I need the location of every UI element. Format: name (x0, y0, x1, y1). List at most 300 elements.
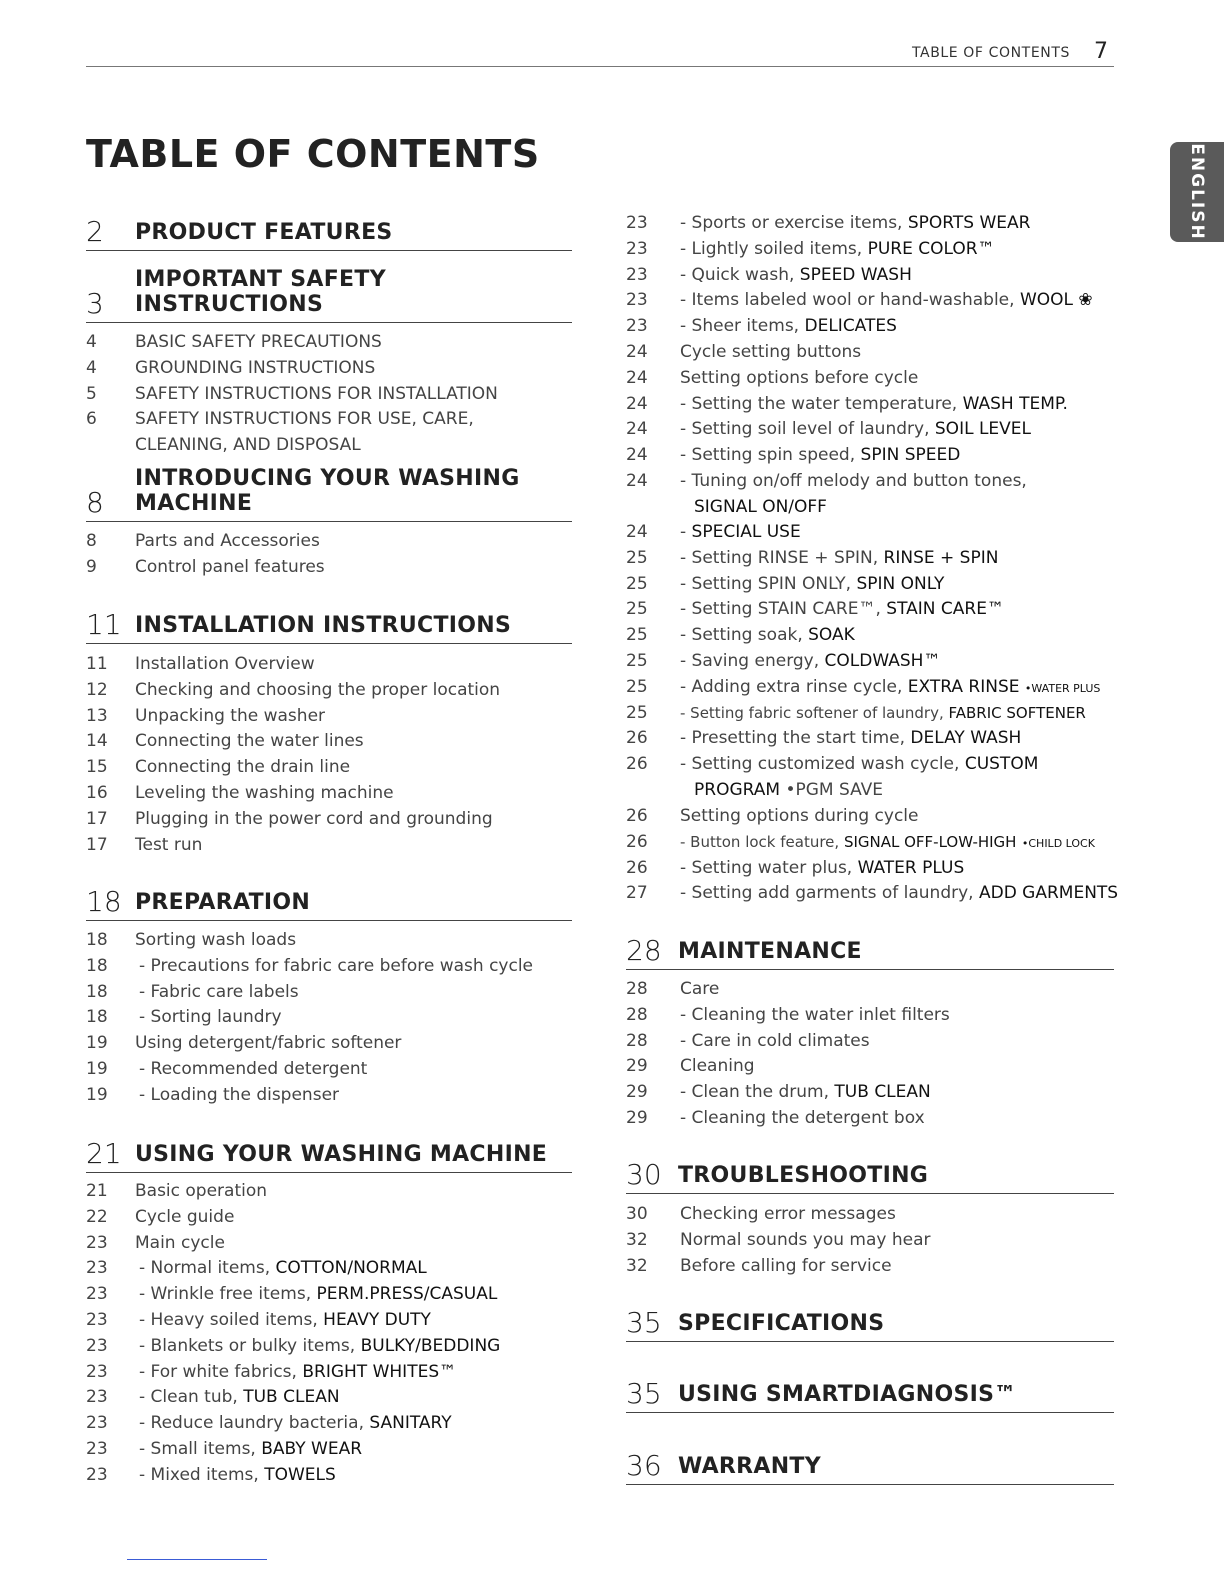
entry-page-number: 21 (86, 1181, 108, 1201)
entry-text (680, 262, 912, 288)
entry-page-number: 23 (626, 290, 648, 311)
toc-entry (626, 416, 1114, 442)
entry-text (139, 1436, 362, 1462)
entry-label: Plugging in the power cord and grounding (135, 808, 493, 829)
entry-label: - Cleaning the detergent box (680, 1108, 925, 1128)
entry-page-number: 11 (86, 654, 108, 674)
entry-label: - Loading the dispenser (139, 1084, 340, 1105)
toc-entry (626, 442, 1114, 468)
entry-keyword: STAIN CARE™ (886, 599, 1004, 620)
entry-label: BASIC SAFETY PRECAUTIONS (135, 332, 382, 352)
entry-text (680, 442, 960, 468)
entry-page-number: 26 (626, 857, 648, 878)
entry-label: - Sheer items, (680, 316, 805, 337)
entry-page-number: 25 (626, 625, 648, 646)
toc-entry (626, 803, 1114, 829)
toc-entry (86, 1056, 572, 1082)
toc-entry (626, 622, 1114, 648)
entry-text (680, 313, 897, 339)
entry-page-number: 23 (626, 264, 648, 285)
toc-section-heading (626, 1157, 1114, 1194)
toc-entry (626, 1002, 1114, 1028)
entry-label: Connecting the drain line (135, 757, 351, 778)
toc-section-heading (86, 214, 572, 251)
toc-entry (86, 1255, 572, 1281)
entry-keyword: SPEED WASH (799, 264, 912, 285)
entry-page-number: 13 (86, 705, 108, 726)
section-title: PREPARATION (135, 890, 311, 915)
entry-page-number: 25 (626, 573, 648, 594)
entry-page-number: 19 (86, 1059, 108, 1079)
toc-section-heading (86, 466, 572, 522)
entry-page-number: 4 (86, 332, 97, 352)
entry-page-number: 23 (86, 1387, 108, 1408)
entry-label: - (680, 522, 692, 542)
entry-text (680, 880, 1118, 906)
toc-entry (86, 703, 572, 729)
page-title: TABLE OF CONTENTS (86, 132, 540, 176)
entry-text (680, 1105, 925, 1131)
toc-entry (626, 210, 1114, 236)
entry-label: - Setting water plus, (680, 857, 858, 878)
section-page-number: 36 (626, 1449, 662, 1482)
entry-text (680, 519, 801, 545)
entry-page-number: 23 (626, 316, 648, 337)
entry-page-number: 14 (86, 731, 108, 752)
entry-page-number: 18 (86, 955, 108, 976)
toc-entry (86, 1030, 572, 1056)
entry-label: - Setting add garments of laundry, (680, 883, 979, 904)
entry-page-number: 32 (626, 1255, 648, 1276)
entry-label: - Precautions for fabric care before wash cycle (139, 955, 534, 976)
section-title: INSTALLATION INSTRUCTIONS (135, 613, 512, 638)
entry-label: Cycle guide (135, 1206, 235, 1227)
entry-label: - Reduce laundry bacteria, (139, 1413, 370, 1434)
entry-page-number: 23 (86, 1439, 108, 1459)
section-title: INTRODUCING YOUR WASHING MACHINE (135, 466, 520, 516)
toc-entry (626, 571, 1114, 597)
entry-page-number: 25 (626, 599, 648, 620)
entry-page-number: 18 (86, 981, 108, 1002)
section-title: USING SMARTDIAGNOSIS™ (678, 1382, 1017, 1407)
entry-text (139, 1333, 500, 1359)
entry-keyword: SANITARY (369, 1413, 452, 1434)
section-title: MAINTENANCE (678, 939, 862, 964)
entry-label: - Fabric care labels (139, 981, 299, 1002)
entry-page-number: 23 (86, 1413, 108, 1434)
entry-label: - Setting STAIN CARE™, (680, 599, 887, 620)
entry-keyword: WASH TEMP. (962, 393, 1068, 414)
entry-page-number: 27 (626, 883, 648, 904)
entry-page-number: 23 (86, 1335, 108, 1356)
entry-page-number: 17 (86, 808, 108, 829)
entry-text (139, 1462, 336, 1488)
toc-entry (86, 1082, 572, 1108)
toc-entry (86, 1410, 572, 1436)
entry-text (135, 754, 350, 780)
entry-text (680, 622, 855, 648)
section-title: WARRANTY (678, 1454, 821, 1479)
entry-page-number: 25 (626, 547, 648, 568)
entry-text (680, 725, 1021, 751)
entry-page-number: 24 (626, 471, 648, 491)
entry-page-number: 8 (86, 531, 97, 551)
entry-text (680, 674, 1100, 702)
toc-entry (86, 1307, 572, 1333)
toc-entry (86, 754, 572, 780)
entry-text (135, 329, 382, 355)
wool-icon: ❀ (1078, 290, 1093, 311)
entry-page-number: 26 (626, 728, 648, 749)
toc-entry (626, 829, 1114, 855)
toc-entry (86, 1230, 572, 1256)
entry-text (680, 236, 995, 262)
entry-text (139, 1307, 431, 1333)
entry-text (680, 829, 1095, 857)
entry-keyword: RINSE + SPIN (883, 547, 999, 568)
toc-entry (626, 365, 1114, 391)
toc-entry (626, 339, 1114, 365)
entry-text (680, 1201, 896, 1227)
entry-page-number: 25 (626, 651, 648, 671)
entry-keyword: SPORTS WEAR (907, 213, 1031, 233)
toc-entry (626, 1105, 1114, 1131)
toc-entry (86, 355, 572, 381)
toc-entry (86, 1384, 572, 1410)
entry-text (135, 677, 500, 703)
entry-label: - Setting RINSE + SPIN, (680, 547, 884, 568)
entry-page-number: 4 (86, 357, 97, 378)
entry-label: Before calling for service (680, 1255, 892, 1276)
entry-text (139, 953, 533, 979)
toc-entry (626, 391, 1114, 417)
entry-page-number: 30 (626, 1204, 648, 1224)
toc-entry-continuation (694, 777, 883, 803)
entry-label: SAFETY INSTRUCTIONS FOR USE, CARE, (135, 409, 474, 430)
entry-keyword: PURE COLOR™ (867, 238, 995, 259)
entry-label: - Adding extra rinse cycle, (680, 676, 908, 697)
entry-keyword: SPIN ONLY (856, 573, 945, 594)
entry-text (680, 1227, 931, 1253)
entry-text (680, 365, 918, 391)
toc-entry (626, 596, 1114, 622)
toc-entry (626, 236, 1114, 262)
toc-entry (626, 262, 1114, 288)
toc-entry (626, 725, 1114, 751)
toc-entry (626, 1201, 1114, 1227)
entry-text (680, 1079, 931, 1105)
entry-label: Checking and choosing the proper location (135, 679, 501, 700)
entry-keyword: DELICATES (804, 316, 897, 337)
entry-label: - Tuning on/off melody and button tones, (680, 471, 1027, 491)
section-title: SPECIFICATIONS (678, 1311, 885, 1336)
entry-page-number: 17 (86, 834, 108, 855)
entry-keyword: COTTON/NORMAL (275, 1258, 427, 1279)
toc-entry (626, 313, 1114, 339)
toc-entry-continuation (135, 432, 361, 458)
entry-page-number: 28 (626, 1030, 648, 1051)
entry-label: - Lightly soiled items, (680, 238, 868, 259)
toc-entry (86, 1359, 572, 1385)
section-page-number: 18 (86, 885, 122, 918)
entry-text (680, 1253, 892, 1279)
entry-text (135, 528, 320, 554)
entry-page-number: 16 (86, 783, 108, 803)
entry-keyword: FABRIC SOFTENER (948, 703, 1086, 722)
entry-label: Setting options during cycle (680, 806, 919, 826)
toc-entry (626, 545, 1114, 571)
entry-label: - Quick wash, (680, 264, 800, 285)
entry-page-number: 23 (626, 238, 648, 259)
entry-label: Unpacking the washer (135, 705, 326, 726)
entry-label: Leveling the washing machine (135, 783, 394, 803)
entry-page-number: 25 (626, 676, 648, 697)
entry-text (139, 1004, 282, 1030)
language-tab-label: ENGLISH (1187, 143, 1207, 241)
entry-keyword: SPECIAL USE (691, 522, 801, 542)
entry-text (135, 406, 474, 432)
entry-page-number: 15 (86, 757, 108, 778)
entry-note: •PGM SAVE (785, 780, 883, 800)
entry-text (135, 728, 364, 754)
entry-text (680, 751, 1038, 777)
toc-entry (86, 1436, 572, 1462)
entry-label: Using detergent/fabric softener (135, 1033, 402, 1054)
entry-text (680, 1002, 950, 1028)
toc-entry (86, 1462, 572, 1488)
entry-label: - Setting soak, (680, 625, 809, 646)
toc-entry (86, 1281, 572, 1307)
toc-entry (86, 1004, 572, 1030)
entry-label: - Presetting the start time, (680, 728, 911, 749)
entry-label: Sorting wash loads (135, 930, 297, 950)
entry-page-number: 29 (626, 1056, 648, 1077)
entry-text (680, 803, 918, 829)
entry-keyword: TOWELS (264, 1464, 336, 1485)
section-title: IMPORTANT SAFETY INSTRUCTIONS (135, 267, 386, 317)
entry-label: - Care in cold climates (680, 1030, 870, 1051)
entry-label: - Sports or exercise items, (680, 213, 908, 233)
entry-text (135, 927, 296, 953)
entry-label: Cycle setting buttons (680, 342, 862, 362)
toc-entry (86, 677, 572, 703)
entry-keyword: COLDWASH™ (824, 651, 941, 671)
entry-text (139, 1056, 367, 1082)
section-title: PRODUCT FEATURES (135, 220, 393, 245)
toc-entry (626, 648, 1114, 674)
page-number: 7 (1094, 39, 1108, 64)
section-page-number: 2 (86, 215, 104, 248)
entry-page-number: 12 (86, 679, 108, 700)
entry-page-number: 18 (86, 930, 108, 950)
entry-page-number: 24 (626, 419, 648, 440)
entry-page-number: 24 (626, 522, 648, 542)
entry-text (135, 651, 315, 677)
entry-keyword: BRIGHT WHITES™ (302, 1361, 457, 1382)
entry-text (139, 1281, 497, 1307)
toc-entry (86, 927, 572, 953)
toc-section-heading (86, 607, 572, 644)
entry-page-number: 29 (626, 1108, 648, 1128)
entry-text (135, 1178, 267, 1204)
entry-text (135, 381, 498, 407)
entry-keyword: CUSTOM (964, 754, 1039, 775)
entry-text (680, 648, 940, 674)
toc-section-heading (626, 1448, 1114, 1485)
section-page-number: 21 (86, 1137, 122, 1170)
entry-keyword: SOAK (808, 625, 855, 646)
toc-entry (86, 1204, 572, 1230)
entry-page-number: 6 (86, 409, 97, 430)
entry-keyword: SPIN SPEED (860, 445, 961, 466)
entry-text (139, 1384, 340, 1410)
entry-text (139, 1082, 339, 1108)
entry-label: - Saving energy, (680, 651, 825, 671)
toc-entry (626, 519, 1114, 545)
toc-section-heading (86, 884, 572, 921)
continuation-text: PROGRAM (694, 780, 781, 800)
entry-text (680, 596, 1004, 622)
entry-page-number: 32 (626, 1229, 648, 1250)
entry-text (680, 391, 1068, 417)
toc-section-heading (86, 1136, 572, 1173)
entry-keyword: SIGNAL OFF-LOW-HIGH (843, 832, 1017, 851)
entry-page-number: 18 (86, 1007, 108, 1028)
entry-page-number: 23 (86, 1464, 108, 1485)
section-page-number: 28 (626, 934, 662, 967)
entry-note: •WATER PLUS (1024, 681, 1101, 695)
toc-entry (86, 528, 572, 554)
entry-label: Cleaning (680, 1056, 755, 1077)
entry-keyword: WOOL (1019, 290, 1073, 311)
entry-page-number: 28 (626, 1004, 648, 1025)
entry-text (139, 1255, 427, 1281)
entry-text (680, 855, 964, 881)
section-title: TROUBLESHOOTING (678, 1163, 929, 1188)
entry-page-number: 5 (86, 383, 97, 404)
entry-label: Test run (135, 834, 203, 855)
toc-entry (86, 329, 572, 355)
toc-section-heading (86, 267, 572, 323)
toc-entry-continuation (694, 494, 827, 520)
entry-text (680, 571, 944, 597)
toc-entry (86, 832, 572, 858)
toc-entry (86, 806, 572, 832)
entry-keyword: HEAVY DUTY (323, 1310, 431, 1330)
entry-text (680, 700, 1086, 726)
section-page-number: 8 (86, 486, 104, 519)
entry-label: Control panel features (135, 556, 325, 577)
entry-label: - Cleaning the water inlet filters (680, 1004, 950, 1025)
toc-entry (626, 287, 1114, 313)
entry-keyword: TUB CLEAN (834, 1082, 931, 1103)
entry-label: - Normal items, (139, 1258, 276, 1279)
entry-label: - Heavy soiled items, (139, 1310, 324, 1330)
section-page-number: 11 (86, 608, 122, 641)
toc-entry (626, 468, 1114, 494)
entry-page-number: 23 (86, 1361, 108, 1382)
entry-keyword: WATER PLUS (857, 857, 965, 878)
toc-entry (626, 1053, 1114, 1079)
toc-section-heading (626, 1376, 1114, 1413)
entry-page-number: 28 (626, 979, 648, 999)
section-page-number: 35 (626, 1377, 662, 1410)
section-page-number: 35 (626, 1306, 662, 1339)
toc-entry (86, 406, 572, 432)
entry-keyword: SOIL LEVEL (934, 419, 1032, 440)
toc-section-heading (626, 1305, 1114, 1342)
entry-text (680, 468, 1027, 494)
toc-entry (626, 880, 1119, 906)
entry-label: - Items labeled wool or hand-washable, (680, 290, 1020, 311)
entry-keyword: BABY WEAR (261, 1439, 363, 1459)
entry-label: Checking error messages (680, 1204, 896, 1224)
entry-keyword: EXTRA RINSE (907, 676, 1020, 697)
entry-keyword: BULKY/BEDDING (360, 1335, 501, 1356)
toc-entry (626, 751, 1114, 777)
entry-label: - Clean tub, (139, 1387, 244, 1408)
entry-page-number: 9 (86, 556, 97, 577)
entry-page-number: 23 (86, 1258, 108, 1279)
entry-text (680, 287, 1093, 313)
entry-label: Main cycle (135, 1232, 225, 1253)
toc-entry (86, 780, 572, 806)
entry-label: - Setting spin speed, (680, 445, 861, 466)
entry-label: - Recommended detergent (139, 1059, 368, 1079)
entry-label: SAFETY INSTRUCTIONS FOR INSTALLATION (135, 383, 498, 404)
toc-entry (626, 976, 1114, 1002)
entry-label: - Small items, (139, 1439, 262, 1459)
entry-text (680, 416, 1031, 442)
entry-label: - Sorting laundry (139, 1007, 282, 1028)
toc-entry (626, 855, 1114, 881)
entry-text (135, 355, 375, 381)
language-tab (1170, 142, 1224, 242)
toc-entry (626, 1028, 1114, 1054)
entry-keyword: DELAY WASH (910, 728, 1022, 749)
entry-page-number: 22 (86, 1206, 108, 1227)
entry-text (139, 979, 299, 1005)
entry-text (135, 806, 493, 832)
entry-page-number: 25 (626, 702, 648, 723)
entry-text (135, 554, 325, 580)
entry-page-number: 26 (626, 806, 648, 826)
entry-page-number: 24 (626, 393, 648, 414)
toc-entry (626, 674, 1114, 700)
section-page-number: 3 (86, 287, 104, 320)
section-title: USING YOUR WASHING MACHINE (135, 1142, 548, 1167)
entry-note: •CHILD LOCK (1021, 836, 1095, 850)
toc-entry (86, 381, 572, 407)
entry-label: Normal sounds you may hear (680, 1229, 931, 1250)
entry-label: - Mixed items, (139, 1464, 265, 1485)
entry-text (139, 1410, 452, 1436)
entry-text (135, 780, 394, 806)
entry-text (135, 703, 325, 729)
toc-entry (86, 1178, 572, 1204)
toc-entry (86, 1333, 572, 1359)
entry-label: - For white fabrics, (139, 1361, 303, 1382)
section-page-number: 30 (626, 1158, 662, 1191)
entry-label: Connecting the water lines (135, 731, 364, 752)
entry-text (680, 1028, 870, 1054)
entry-label: - Setting the water temperature, (680, 393, 963, 414)
entry-keyword: PERM.PRESS/CASUAL (316, 1284, 498, 1305)
entry-label: Care (680, 979, 720, 999)
entry-label: GROUNDING INSTRUCTIONS (135, 357, 376, 378)
header-title: TABLE OF CONTENTS (911, 45, 1070, 61)
entry-page-number: 29 (626, 1082, 648, 1103)
